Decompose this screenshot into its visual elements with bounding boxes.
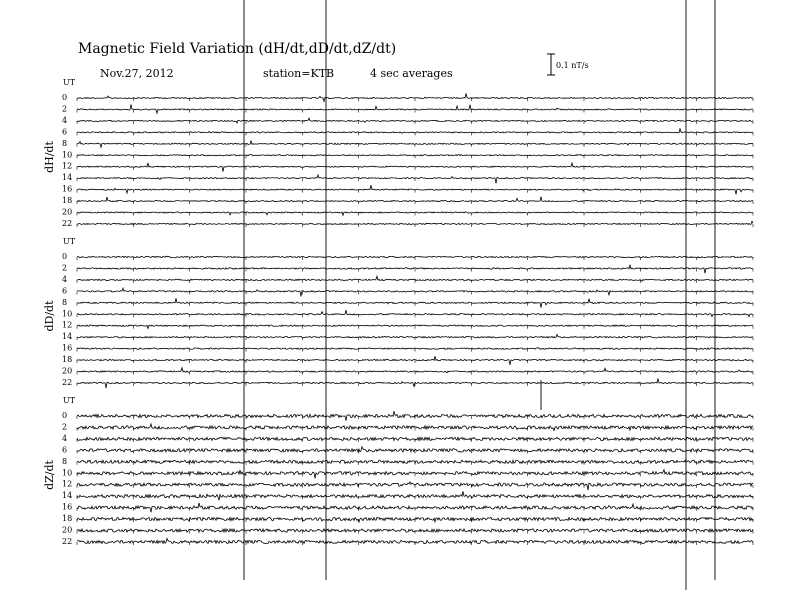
chart-title: Magnetic Field Variation (dH/dt,dD/dt,dZ/dt) <box>78 41 397 57</box>
hour-label: 0 <box>62 411 68 420</box>
date-label: Nov.27, 2012 <box>100 67 174 80</box>
hour-label: 18 <box>62 196 73 206</box>
hour-label: 20 <box>62 207 73 217</box>
hour-label: 20 <box>62 525 73 535</box>
hour-label: 2 <box>62 263 68 273</box>
panels <box>43 78 753 546</box>
panel-ylabel: dD/dt <box>43 300 56 332</box>
station-label: station=KTB <box>263 67 335 80</box>
averaging-label: 4 sec averages <box>370 67 453 80</box>
hour-label: 14 <box>62 173 73 183</box>
hour-label: 12 <box>62 161 73 171</box>
hour-label: 0 <box>62 93 68 102</box>
hour-label: 18 <box>62 514 73 524</box>
trace-dZ-dt-16 <box>77 503 753 512</box>
ut-label: UT <box>63 237 76 246</box>
trace-dH-dt-6 <box>77 128 753 133</box>
panel-ylabel: dZ/dt <box>43 460 56 490</box>
panel-ylabel: dH/dt <box>43 141 56 173</box>
hour-label: 6 <box>62 127 68 137</box>
ut-label: UT <box>63 396 76 405</box>
hour-label: 12 <box>62 479 73 489</box>
trace-dZ-dt-0 <box>77 411 753 420</box>
scale-bar-label: 0.1 nT/s <box>556 61 589 70</box>
event-lines <box>244 0 715 590</box>
hour-label: 14 <box>62 491 73 501</box>
hour-label: 4 <box>62 274 68 284</box>
hour-label: 10 <box>62 468 73 478</box>
hour-label: 22 <box>62 218 73 228</box>
panel-dD-dt <box>43 237 753 388</box>
hour-label: 16 <box>62 343 73 353</box>
hour-label: 4 <box>62 433 68 443</box>
hour-label: 18 <box>62 355 73 365</box>
hour-label: 16 <box>62 184 73 194</box>
hour-label: 0 <box>62 252 68 261</box>
ut-label: UT <box>63 78 76 87</box>
hour-label: 8 <box>62 297 68 307</box>
hour-label: 20 <box>62 366 73 376</box>
hour-label: 6 <box>62 445 68 455</box>
hour-label: 22 <box>62 536 73 546</box>
hour-label: 22 <box>62 377 73 387</box>
hour-label: 2 <box>62 422 68 432</box>
hour-label: 6 <box>62 286 68 296</box>
hour-label: 8 <box>62 456 68 466</box>
hour-label: 4 <box>62 115 68 125</box>
panel-dH-dt <box>43 78 753 228</box>
scale-bar <box>547 54 589 75</box>
hour-label: 10 <box>62 150 73 160</box>
trace-dH-dt-18 <box>77 197 753 202</box>
hour-label: 12 <box>62 320 73 330</box>
panel-dZ-dt <box>43 396 753 546</box>
hour-label: 2 <box>62 104 68 114</box>
hour-label: 10 <box>62 309 73 319</box>
hour-label: 16 <box>62 502 73 512</box>
hour-label: 8 <box>62 138 68 148</box>
hour-label: 14 <box>62 332 73 342</box>
